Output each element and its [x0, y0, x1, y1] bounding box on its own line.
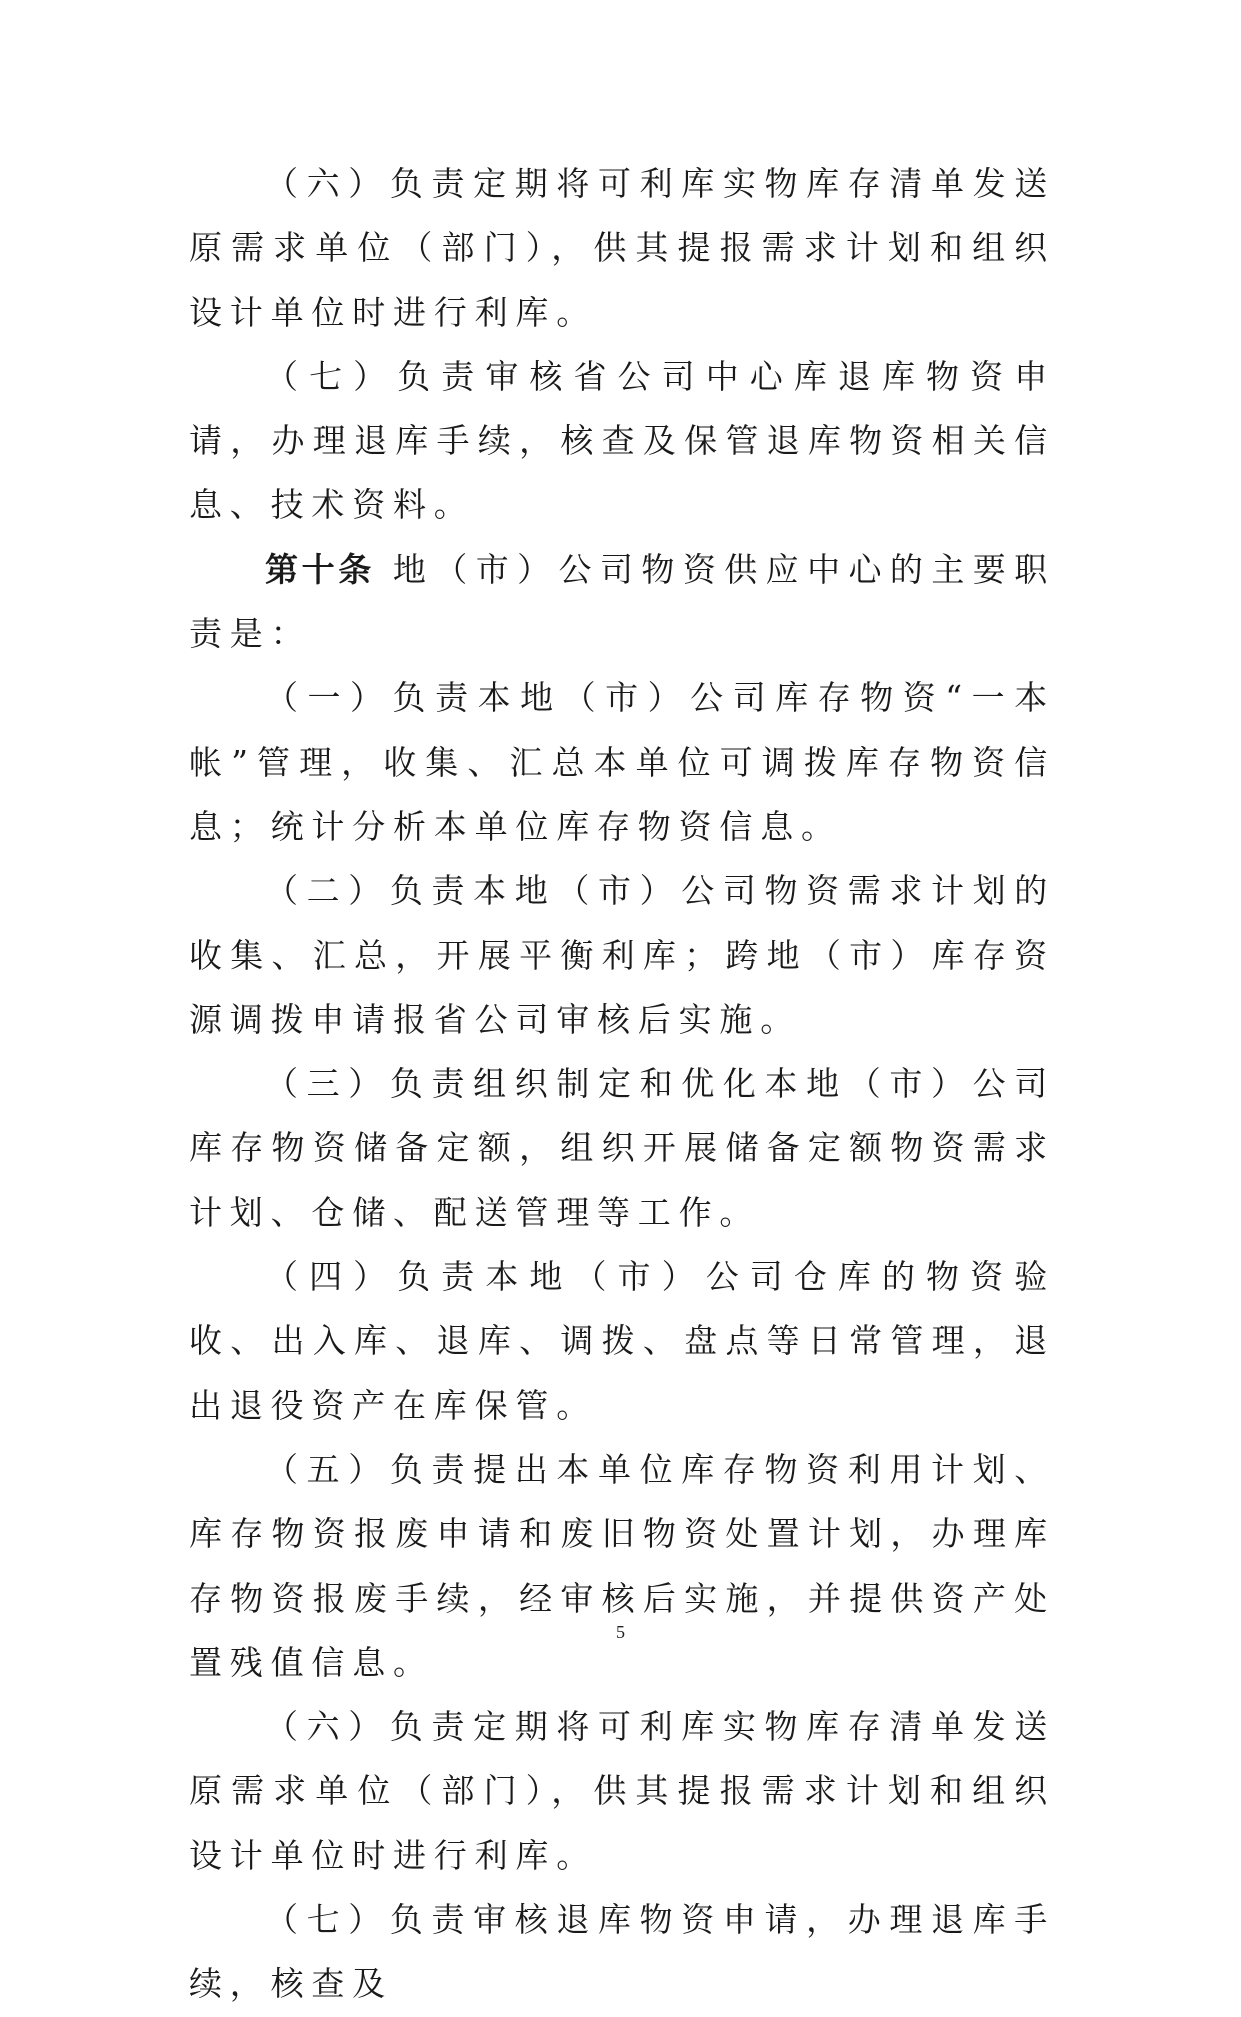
paragraph-7-b: [189, 1888, 1055, 2017]
paragraph-text: （三）负责组织制定和优化本地（市）公司库存物资储备定额，组织开展储备定额物资需求计划、仓储、配送管理等工作。: [189, 1064, 1055, 1232]
article-number: 第十条: [265, 549, 375, 589]
paragraph-7-a: [189, 345, 1055, 538]
paragraph-5: [189, 1438, 1055, 1695]
paragraph-text: （一）负责本地（市）公司库存物资“一本帐”管理，收集、汇总本单位可调拨库存物资信息；统计分析本单位库存物资信息。: [189, 678, 1055, 846]
paragraph-text: （五）负责提出本单位库存物资利用计划、库存物资报废申请和废旧物资处置计划，办理库存物资报废手续，经审核后实施，并提供资产处置残值信息。: [189, 1449, 1055, 1682]
document-body: [189, 152, 1055, 2017]
paragraph-1: [189, 666, 1055, 859]
paragraph-6-a: [189, 152, 1055, 345]
paragraph-text: （六）负责定期将可利库实物库存清单发送原需求单位（部门），供其提报需求计划和组织设计单位时进行利库。: [189, 1707, 1055, 1875]
paragraph-6-b: [189, 1695, 1055, 1888]
paragraph-text: （七）负责审核退库物资申请，办理退库手续，核查及: [189, 1900, 1055, 2004]
paragraph-text: （七）负责审核省公司中心库退库物资申请，办理退库手续，核查及保管退库物资相关信息、技术资料。: [189, 356, 1055, 525]
paragraph-2: [189, 859, 1055, 1052]
paragraph-text: 地（市）公司物资供应中心的主要职责是：: [189, 549, 1055, 654]
paragraph-text: （二）负责本地（市）公司物资需求计划的收集、汇总，开展平衡利库；跨地（市）库存资源调拨申请报省公司审核后实施。: [189, 871, 1055, 1039]
article-10-heading: [189, 538, 1055, 667]
paragraph-text: （四）负责本地（市）公司仓库的物资验收、出入库、退库、调拨、盘点等日常管理，退出退役资产在库保管。: [189, 1257, 1055, 1425]
paragraph-text: （六）负责定期将可利库实物库存清单发送原需求单位（部门），供其提报需求计划和组织设计单位时进行利库。: [189, 164, 1055, 332]
paragraph-4: [189, 1245, 1055, 1438]
page-number: 5: [616, 1622, 625, 1642]
paragraph-3: [189, 1052, 1055, 1245]
